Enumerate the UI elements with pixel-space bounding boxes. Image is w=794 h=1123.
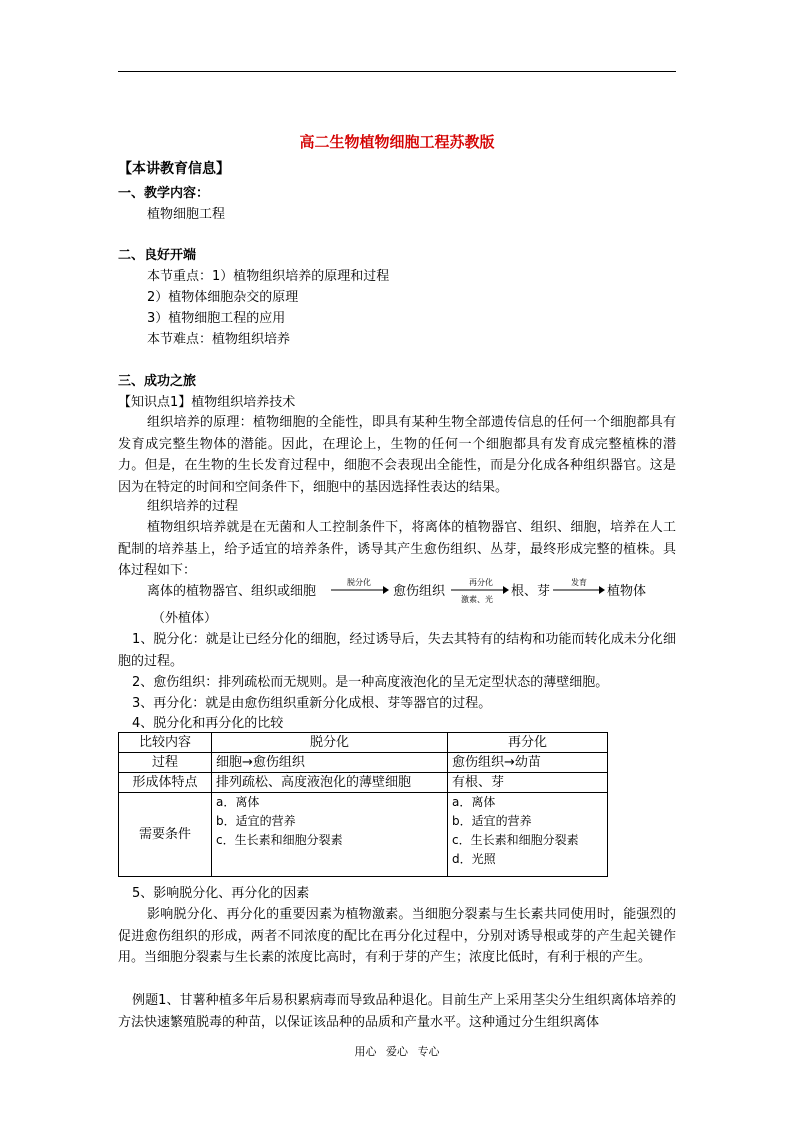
comparison-heading: 4、脱分化和再分化的比较	[132, 716, 284, 731]
table-row	[119, 793, 608, 877]
section-header: 【本讲教育信息】	[118, 161, 230, 177]
flow-note: （外植体）	[152, 611, 218, 626]
table-cell: 有根、芽	[448, 773, 608, 793]
table-cell: 过程	[119, 753, 212, 773]
s2-line: 2）植物体细胞杂交的原理	[147, 290, 299, 305]
condition-item: b．适宜的营养	[452, 814, 532, 828]
table-cell: 形成体特点	[119, 773, 212, 793]
comparison-table	[118, 732, 608, 877]
definition-redifferentiation: 3、再分化：就是由愈伤组织重新分化成根、芽等器官的过程。	[132, 696, 492, 711]
condition-item: d．光照	[452, 852, 496, 866]
principle-paragraph: 组织培养的原理：植物细胞的全能性，即具有某种生物全部遗传信息的任何一个细胞都具有发育成完整生物体的潜能。因此，在理论上，生物的任何一个细胞都具有发育成完整植株的潜力。但是，在生物的生长发育过程中，细胞不会表现出全能性，而是分化成各种组织器官。这是因为在特定的时间和空间条件下，细胞中的基因选择性表达的结果。	[118, 415, 676, 495]
s2-line: 本节难点：植物组织培养	[147, 332, 291, 347]
s3-heading: 三、成功之旅	[118, 374, 197, 389]
factors-paragraph: 影响脱分化、再分化的重要因素为植物激素。当细胞分裂素与生长素共同使用时，能强烈的促进愈伤组织的形成，两者不同浓度的配比在再分化过程中，分别对诱导根或芽的产生起关键作用。当细胞分裂素与生长素的浓度比高时，有利于芽的产生；浓度比低时，有利于根的产生。	[118, 907, 676, 965]
condition-item: c．生长素和细胞分裂素	[452, 833, 579, 847]
table-cell	[212, 793, 448, 877]
example-paragraph: 例题1、甘薯种植多年后易积累病毒而导致品种退化。目前生产上采用茎尖分生组织离体培养的方法快速繁殖脱毒的种苗，以保证该品种的品质和产量水平。这种通过分生组织离体	[118, 993, 676, 1030]
condition-item: a．离体	[452, 795, 496, 809]
table-cell: 排列疏松、高度液泡化的薄壁细胞	[212, 773, 448, 793]
flow-mid2: 根、芽	[511, 584, 551, 599]
table-header-row	[119, 733, 608, 753]
flow-arrow3-label: 发育	[571, 578, 587, 587]
flow-arrow1-label: 脱分化	[347, 578, 371, 587]
table-row	[119, 753, 608, 773]
condition-item: b．适宜的营养	[216, 814, 296, 828]
s2-heading: 二、良好开端	[118, 248, 197, 263]
table-cell	[448, 793, 608, 877]
flow-arrow2-bottom-label: 激素、光	[461, 595, 493, 604]
definition-dedifferentiation: 1、脱分化：就是让已经分化的细胞，经过诱导后，失去其特有的结构和功能而转化成未分化细胞的过程。	[118, 632, 676, 669]
s2-line: 3）植物细胞工程的应用	[147, 311, 286, 326]
condition-item: c．生长素和细胞分裂素	[216, 833, 343, 847]
flow-end: 植物体	[607, 584, 647, 599]
header-rule	[118, 71, 676, 72]
s2-line: 本节重点：1）植物组织培养的原理和过程	[147, 269, 390, 284]
factors-heading: 5、影响脱分化、再分化的因素	[132, 886, 310, 901]
table-cell: 愈伤组织→幼苗	[448, 753, 608, 773]
table-cell: 细胞→愈伤组织	[212, 753, 448, 773]
flow-mid1: 愈伤组织	[393, 584, 446, 599]
flow-arrow2-top-label: 再分化	[469, 578, 493, 587]
definition-callus: 2、愈伤组织：排列疏松而无规则。是一种高度液泡化的呈无定型状态的薄壁细胞。	[132, 675, 609, 690]
table-row	[119, 773, 608, 793]
culture-flow-diagram	[147, 577, 667, 603]
document-title: 高二生物植物细胞工程苏教版	[299, 133, 495, 151]
page-footer: 用心 爱心 专心	[354, 1045, 440, 1058]
flow-arrow-icon	[553, 585, 605, 595]
s1-content: 植物细胞工程	[147, 207, 226, 222]
table-header-cell: 再分化	[448, 733, 608, 753]
flow-arrow-icon	[331, 585, 389, 595]
s1-heading: 一、教学内容：	[118, 186, 210, 201]
condition-item: a．离体	[216, 795, 260, 809]
process-title: 组织培养的过程	[147, 499, 239, 514]
table-header-cell: 脱分化	[212, 733, 448, 753]
flow-start: 离体的植物器官、组织或细胞	[147, 584, 317, 599]
table-header-cell: 比较内容	[119, 733, 212, 753]
process-paragraph: 植物组织培养就是在无菌和人工控制条件下，将离体的植物器官、组织、细胞，培养在人工配制的培养基上，给予适宜的培养条件，诱导其产生愈伤组织、丛芽，最终形成完整的植株。具体过程如下：	[118, 520, 676, 578]
knowledge-point-1: 【知识点1】植物组织培养技术	[118, 395, 296, 410]
table-cell: 需要条件	[119, 793, 212, 877]
